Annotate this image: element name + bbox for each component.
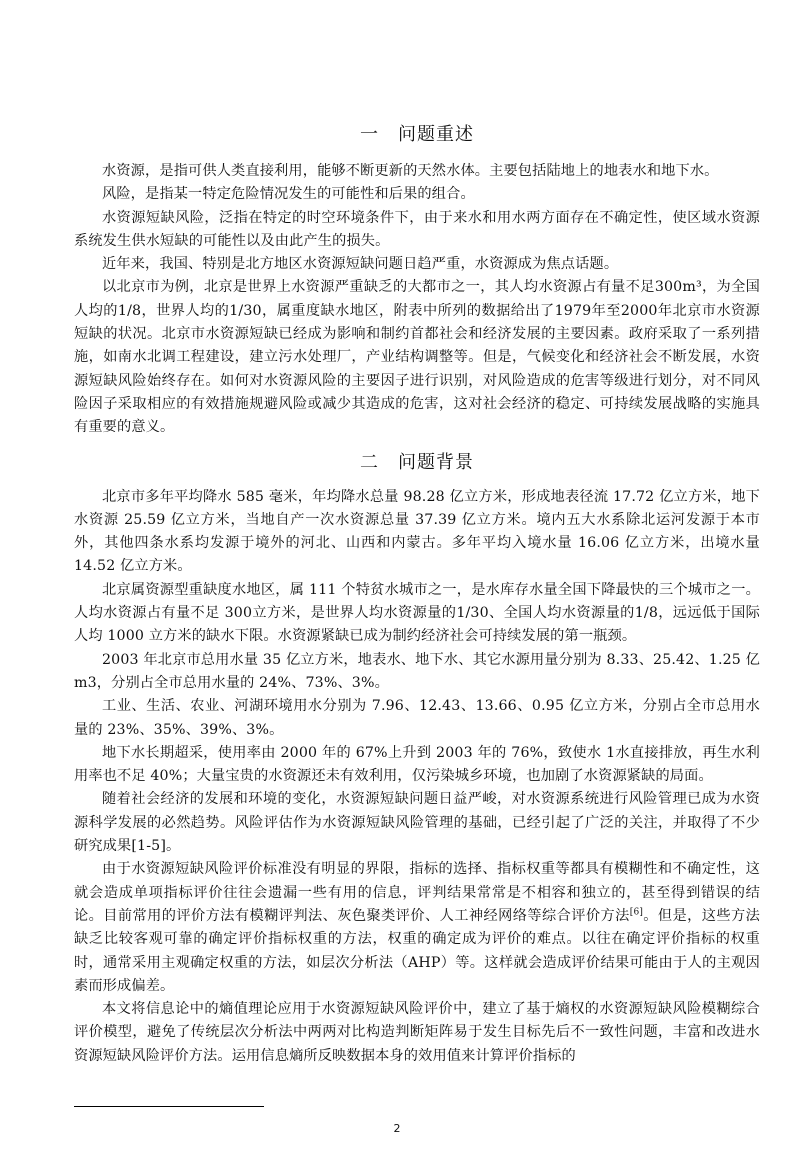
paragraph: 2003 年北京市总用水量 35 亿立方米，地表水、地下水、其它水源用量分别为 8.33、25.42、1.25 亿 m3，分别占全市总用水量的 24%、73%、3%。 [74, 651, 760, 691]
paragraph-text: 。但是，这些方法缺乏比较客观可靠的确定评价指标权重的方法，权重的确定成为评价的难点。以往在确定评价指标的权重时，通常采用主观确定权重的方法，如层次分析法（AHP）等。这样就会造成评价结果可能由于人的主观因素而形成偏差。 [74, 907, 761, 994]
paragraph: 水资源，是指可供人类直接利用，能够不断更新的天然水体。主要包括陆地上的地表水和地下水。 [102, 163, 719, 179]
paragraph: 水资源短缺风险，泛指在特定的时空环境条件下，由于来水和用水两方面存在不确定性，使区域水资源系统发生供水短缺的可能性以及由此产生的损失。 [74, 209, 760, 249]
section-heading-2: 二 问题背景 [360, 451, 474, 473]
paragraph: 工业、生活、农业、河湖环境用水分别为 7.96、12.43、13.66、0.95 亿立方米，分别占全市总用水量的 23%、35%、39%、3%。 [74, 698, 760, 738]
paragraph: 随着社会经济的发展和环境的变化，水资源短缺问题日益严峻，对水资源系统进行风险管理已成为水资源科学发展的必然趋势。风险评估作为水资源短缺风险管理的基础，已经引起了广泛的关注，并取得了不少研究成果[1-5]。 [74, 791, 760, 855]
paragraph: 北京属资源型重缺度水地区，属 111 个特贫水城市之一，是水库存水量全国下降最快的三个城市之一。人均水资源占有量不足 300立方米，是世界人均水资源量的1/30、全国人均水资源量的1/8，远远低于国际人均 1000 立方米的缺水下限。水资源紧缺已成为制约经济社会可持续发展的第一瓶颈。 [74, 581, 760, 645]
paragraph: 以北京市为例，北京是世界上水资源严重缺乏的大都市之一，其人均水资源占有量不足300m³，为全国人均的1/8，世界人均的1/30，属重度缺水地区，附表中所列的数据给出了1979年至2000年北京市水资源短缺的状况。北京市水资源短缺已经成为影响和制约首都社会和经济发展的主要因素。政府采取了一系列措施，如南水北调工程建设，建立污水处理厂，产业结构调整等。但是，气候变化和经济社会不断发展，水资源短缺风险始终存在。如何对水资源风险的主要因子进行识别，对风险造成的危害等级进行划分，对不同风险因子采取相应的有效措施规避风险或减少其造成的危害，这对社会经济的稳定、可持续发展战略的实施具有重要的意义。 [74, 279, 760, 436]
paragraph: 风险，是指某一特定危险情况发生的可能性和后果的组合。 [102, 186, 475, 203]
paragraph: 本文将信息论中的熵值理论应用于水资源短缺风险评价中，建立了基于熵权的水资源短缺风险模糊综合评价模型，避免了传统层次分析法中两两对比构造判断矩阵易于发生目标先后不一致性问题，丰富和改进水资源短缺风险评价方法。运用信息熵所反映数据本身的效用值来计算评价指标的 [74, 1001, 760, 1064]
page-number: 2 [393, 1122, 401, 1135]
paragraph-text: 由于水资源短缺风险评价标准没有明显的界限，指标的选择、指标权重等都具有模糊性和不确定性，这就会造成单项指标评价往往会遗漏一些有用的信息，评判结果常常是不相容和独立的，甚至得到错误的结论。目前常用的评价方法有模糊评判法、灰色聚类评价、人工神经网络等综合评价方法 [74, 861, 760, 924]
section-heading-1: 一 问题重述 [360, 124, 474, 145]
footnote-divider [74, 1106, 264, 1107]
paragraph-with-citation [74, 858, 760, 998]
paragraph: 近年来，我国、特别是北方地区水资源短缺问题日趋严重，水资源成为焦点话题。 [102, 256, 619, 273]
citation-superscript: [6] [629, 907, 643, 918]
document-body [74, 122, 760, 1068]
paragraph: 地下水长期超采，使用率由 2000 年的 67%上升到 2003 年的 76%，致使水 1水直接排放，再生水利用率也不足 40%；大量宝贵的水资源还未有效利用，仅污染城乡环境，也加剧了水资源紧缺的局面。 [74, 744, 760, 785]
paragraph: 北京市多年平均降水 585 毫米，年均降水总量 98.28 亿立方米，形成地表径流 17.72 亿立方米，地下水资源 25.59 亿立方米，当地自产一次水资源总量 37.39 亿立方米。境内五大水系除北运河发源于本市外，其他四条水系均发源于境外的河北、山西和内蒙古。多年平均入境水量 16.06 亿立方米，出境水量 14.52 亿立方米。 [74, 488, 760, 575]
